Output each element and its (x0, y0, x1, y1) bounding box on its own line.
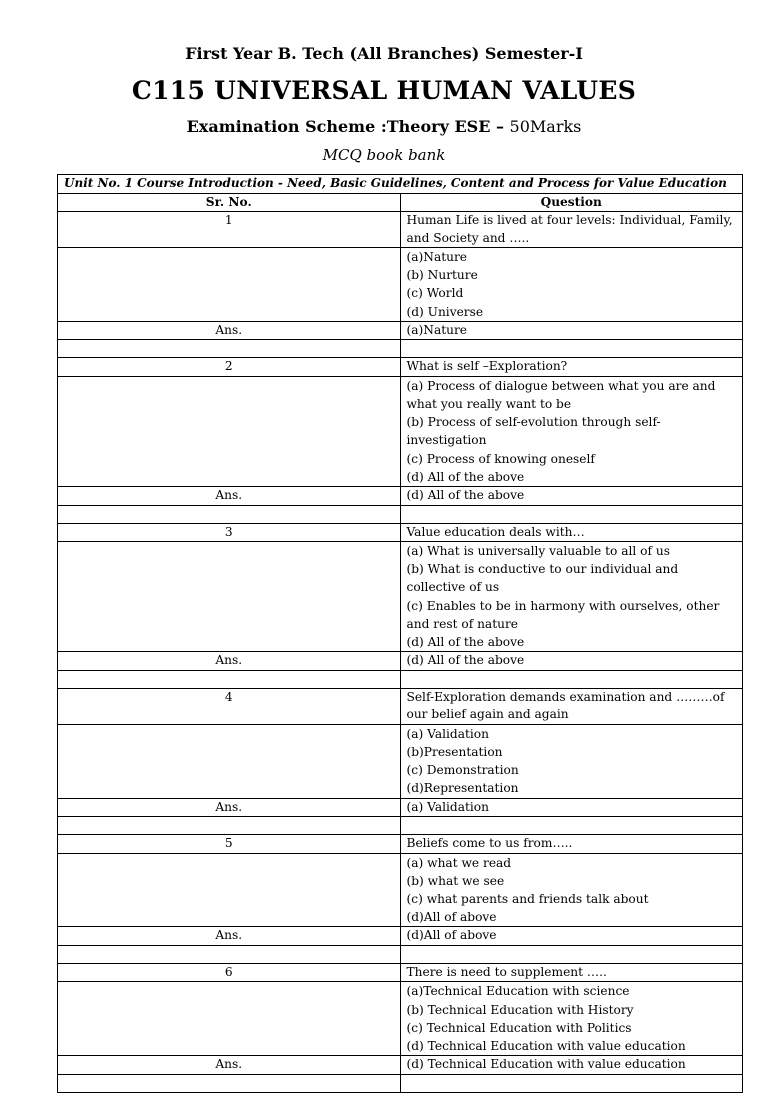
question-number: 1 (58, 212, 401, 248)
mcq-table (57, 174, 743, 1093)
options-row (58, 724, 743, 798)
options-row (58, 853, 743, 927)
options-number-cell (58, 853, 401, 927)
exam-scheme (0, 117, 768, 136)
options-number-cell (58, 542, 401, 652)
answer-label: Ans. (58, 798, 401, 817)
option-item: (c) Demonstration (406, 763, 519, 778)
answer-row (58, 652, 743, 671)
option-item: (b) what we see (406, 873, 505, 888)
answer-label: Ans. (58, 652, 401, 671)
options-row (58, 248, 743, 322)
options-row (58, 376, 743, 486)
question-number: 6 (58, 963, 401, 982)
question-row (58, 835, 743, 854)
unit-title: Unit No. 1 Course Introduction - Need, Basic Guidelines, Content and Process for Value Education (58, 175, 743, 194)
option-item: (d) Technical Education with value education (406, 1038, 686, 1053)
question-row (58, 358, 743, 377)
option-item: (a) Process of dialogue between what you are and what you really want to be (406, 378, 716, 412)
option-item: (c) Enables to be in harmony with ourselves, other and rest of nature (406, 598, 720, 631)
answer-text: (d) Technical Education with value education (400, 1056, 743, 1075)
question-row (58, 523, 743, 542)
options-cell (400, 853, 743, 927)
spacer-cell (400, 340, 743, 358)
answer-row (58, 1056, 743, 1075)
option-item: (d) All of the above (406, 469, 525, 484)
exam-scheme-label: Examination Scheme :Theory ESE – (186, 117, 510, 136)
spacer-row (58, 1074, 743, 1092)
options-cell (400, 542, 743, 652)
question-row (58, 212, 743, 248)
spacer-cell (400, 505, 743, 523)
answer-text: (a)Nature (400, 321, 743, 340)
option-item: (a) Validation (406, 726, 489, 741)
question-text: Self-Exploration demands examination and ………of our belief again and again (400, 688, 743, 724)
spacer-row (58, 817, 743, 835)
answer-label: Ans. (58, 927, 401, 946)
options-cell (400, 376, 743, 486)
answer-label: Ans. (58, 1056, 401, 1075)
option-item: (c) World (406, 286, 464, 301)
spacer-row (58, 945, 743, 963)
question-text: Human Life is lived at four levels: Individual, Family, and Society and ….. (400, 212, 743, 248)
question-number: 4 (58, 688, 401, 724)
question-row (58, 688, 743, 724)
answer-row (58, 927, 743, 946)
options-number-cell (58, 982, 401, 1056)
answer-label: Ans. (58, 321, 401, 340)
option-item: (d)Representation (406, 781, 519, 796)
options-row (58, 982, 743, 1056)
option-item: (c) Process of knowing oneself (406, 451, 595, 466)
options-cell (400, 982, 743, 1056)
option-item: (c) what parents and friends talk about (406, 891, 649, 906)
option-item: (a)Nature (406, 250, 467, 264)
answer-text: (d) All of the above (400, 487, 743, 506)
answer-text: (a) Validation (400, 798, 743, 817)
spacer-cell (400, 670, 743, 688)
options-cell (400, 248, 743, 322)
document-header-line: First Year B. Tech (All Branches) Semester-I (185, 44, 583, 63)
option-item: (d) Universe (406, 304, 484, 319)
question-text: Beliefs come to us from….. (400, 835, 743, 854)
option-item: (a) what we read (406, 855, 512, 870)
question-text: What is self –Exploration? (400, 358, 743, 377)
option-item: (b)Presentation (406, 744, 503, 759)
answer-label: Ans. (58, 487, 401, 506)
question-text: There is need to supplement ….. (400, 963, 743, 982)
spacer-cell (400, 817, 743, 835)
answer-row (58, 798, 743, 817)
options-number-cell (58, 376, 401, 486)
spacer-cell (58, 817, 401, 835)
unit-title-row (58, 175, 743, 194)
exam-scheme-marks: 50Marks (509, 117, 582, 136)
option-item: (a) What is universally valuable to all of us (406, 544, 671, 559)
question-number: 5 (58, 835, 401, 854)
option-item: (d)All of above (406, 910, 497, 925)
option-item: (c) Technical Education with Politics (406, 1020, 632, 1035)
spacer-cell (58, 505, 401, 523)
options-number-cell (58, 248, 401, 322)
spacer-cell (58, 340, 401, 358)
column-header-question: Question (400, 193, 743, 212)
option-item: (d) All of the above (406, 635, 525, 650)
option-item: (b) Nurture (406, 268, 478, 283)
spacer-cell (58, 670, 401, 688)
document-subtitle: MCQ book bank (322, 146, 446, 164)
course-title: C115 UNIVERSAL HUMAN VALUES (131, 76, 637, 105)
column-header-srno: Sr. No. (58, 193, 401, 212)
spacer-row (58, 670, 743, 688)
option-item: (b) What is conductive to our individual and collective of us (406, 562, 679, 595)
options-number-cell (58, 724, 401, 798)
answer-row (58, 487, 743, 506)
spacer-row (58, 505, 743, 523)
question-row (58, 963, 743, 982)
spacer-cell (400, 1074, 743, 1092)
question-text: Value education deals with… (400, 523, 743, 542)
answer-row (58, 321, 743, 340)
spacer-cell (400, 945, 743, 963)
options-row (58, 542, 743, 652)
option-item: (a)Technical Education with science (406, 984, 630, 999)
spacer-cell (58, 945, 401, 963)
question-number: 2 (58, 358, 401, 377)
answer-text: (d)All of above (400, 927, 743, 946)
option-item: (b) Process of self-evolution through self-investigation (406, 415, 661, 448)
option-item: (b) Technical Education with History (406, 1002, 634, 1017)
column-header-row (58, 193, 743, 212)
spacer-cell (58, 1074, 401, 1092)
options-cell (400, 724, 743, 798)
question-number: 3 (58, 523, 401, 542)
spacer-row (58, 340, 743, 358)
answer-text: (d) All of the above (400, 652, 743, 671)
